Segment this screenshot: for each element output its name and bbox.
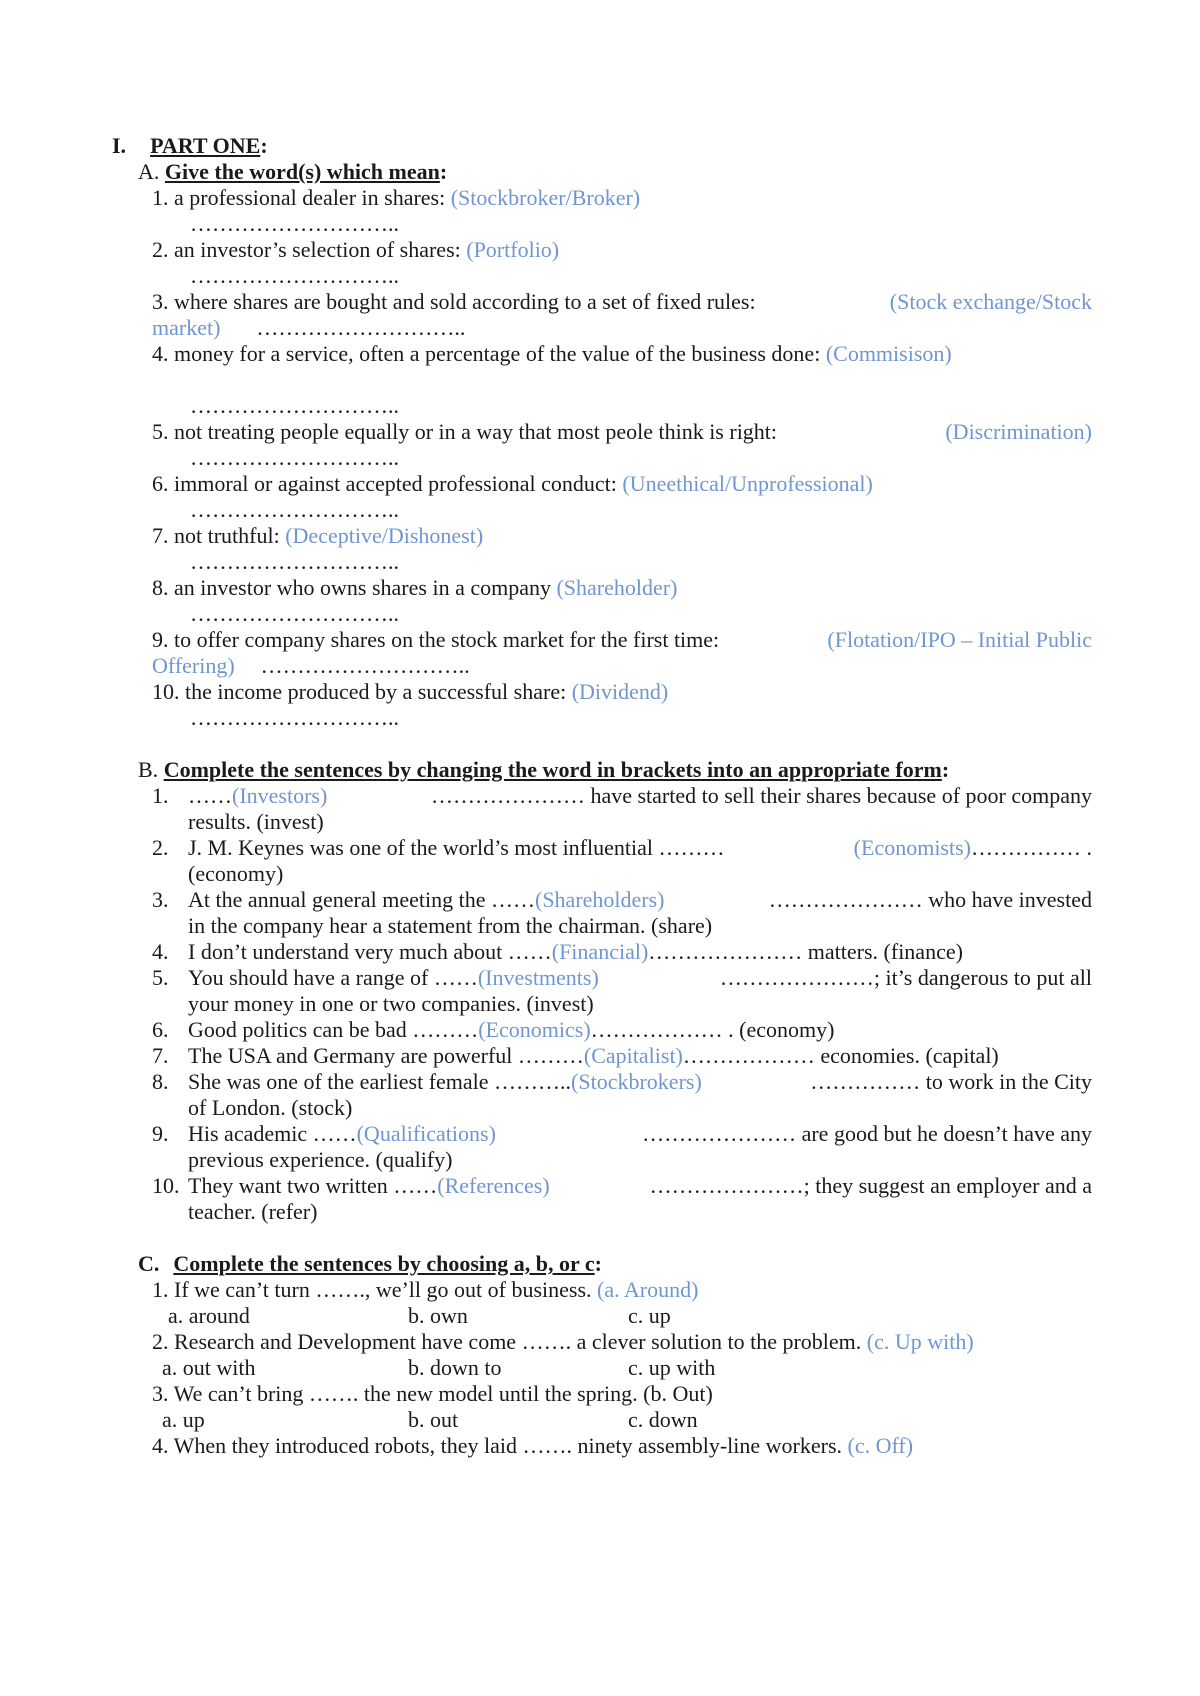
option-a: a. around bbox=[168, 1303, 250, 1328]
answer: (a. Around) bbox=[597, 1277, 699, 1302]
b-item-num: 10. bbox=[152, 1173, 180, 1198]
section-b-letter: B. bbox=[138, 757, 159, 782]
answer-dots: ……………………….. bbox=[190, 705, 399, 730]
answer: (Shareholder) bbox=[556, 575, 678, 600]
section-c-title: Complete the sentences by choosing a, b, or c bbox=[173, 1251, 595, 1276]
answer-dots: ……………………….. bbox=[256, 315, 466, 340]
a-item-9-cont bbox=[152, 652, 470, 680]
b-item-num: 5. bbox=[152, 965, 169, 990]
b-item-6: Good politics can be bad ………(Economics)……………… . (economy) bbox=[188, 1017, 835, 1042]
section-c-heading: C. Complete the sentences by choosing a, b, or c: bbox=[138, 1251, 602, 1276]
section-c-letter: C. bbox=[138, 1251, 160, 1276]
a-item-2: 2. an investor’s selection of shares: (Portfolio) bbox=[152, 237, 560, 262]
b-item-7: The USA and Germany are powerful ………(Capitalist)……………… economies. (capital) bbox=[188, 1043, 999, 1068]
answer: (c. Off) bbox=[847, 1433, 914, 1458]
part-roman: I. bbox=[112, 133, 127, 158]
answer: (b. Out) bbox=[643, 1381, 713, 1406]
c-item-3-options bbox=[0, 1406, 1200, 1434]
option-c: c. up with bbox=[628, 1355, 716, 1380]
b-item-num: 8. bbox=[152, 1069, 169, 1094]
answer: (Dividend) bbox=[571, 679, 669, 704]
answer: (Economics) bbox=[478, 1017, 591, 1042]
answer-dots: ……………………….. bbox=[190, 601, 399, 626]
answer-dots: ……………………….. bbox=[190, 211, 399, 236]
c-item-1: 1. If we can’t turn ……., we’ll go out of business. (a. Around) bbox=[152, 1277, 699, 1302]
answer: (References) bbox=[437, 1173, 550, 1198]
answer-dots: ……………………….. bbox=[190, 263, 399, 288]
answer: (c. Up with) bbox=[866, 1329, 974, 1354]
answer: (Stock exchange/Stock bbox=[889, 289, 1092, 314]
answer: (Flotation/IPO – Initial Public bbox=[827, 627, 1092, 652]
b-item-num: 4. bbox=[152, 939, 169, 964]
answer: (Economists) bbox=[853, 835, 971, 860]
option-a: a. up bbox=[162, 1407, 205, 1432]
b-item-1-cont: results. (invest) bbox=[188, 809, 324, 834]
a-item-10: 10. the income produced by a successful share: (Dividend) bbox=[152, 679, 669, 704]
option-b: b. own bbox=[408, 1303, 468, 1328]
b-item-5: You should have a range of …… (Investments) …………………; it’s dangerous to put all bbox=[188, 965, 1092, 990]
b-item-10: They want two written …… (References) …………………; they suggest an employer and a bbox=[188, 1173, 1092, 1198]
answer: (Qualifications) bbox=[356, 1121, 496, 1146]
a-item-3: 3. where shares are bought and sold according to a set of fixed rules: (Stock exchange/Stock bbox=[152, 289, 1092, 314]
answer-dots: ……………………….. bbox=[190, 497, 399, 522]
answer-dots: ……………………….. bbox=[190, 549, 399, 574]
a-item-7: 7. not truthful: (Deceptive/Dishonest) bbox=[152, 523, 484, 548]
section-a-letter: A. bbox=[138, 159, 160, 184]
a-item-4: 4. money for a service, often a percentage of the value of the business done: (Commisison) bbox=[152, 341, 952, 366]
a-item-8: 8. an investor who owns shares in a company (Shareholder) bbox=[152, 575, 678, 600]
section-a-title: Give the word(s) which mean bbox=[164, 159, 440, 184]
option-a: a. out with bbox=[162, 1355, 256, 1380]
a-item-1: 1. a professional dealer in shares: (Stockbroker/Broker) bbox=[152, 185, 641, 210]
answer: (Investments) bbox=[477, 965, 599, 990]
answer: (Portfolio) bbox=[466, 237, 560, 262]
b-item-3-cont: in the company hear a statement from the chairman. (share) bbox=[188, 913, 713, 938]
section-a-heading: A. Give the word(s) which mean: bbox=[138, 159, 448, 184]
c-item-2: 2. Research and Development have come ……. a clever solution to the problem. (c. Up with) bbox=[152, 1329, 974, 1354]
b-item-2: J. M. Keynes was one of the world’s most influential ……… (Economists) …………… . bbox=[188, 835, 1092, 860]
section-b-heading: B. Complete the sentences by changing the word in brackets into an appropriate form: bbox=[138, 757, 950, 782]
answer: (Stockbrokers) bbox=[571, 1069, 702, 1094]
a-item-9: 9. to offer company shares on the stock market for the first time: (Flotation/IPO – Initial Public bbox=[152, 627, 1092, 652]
answer: (Discrimination) bbox=[945, 419, 1092, 444]
option-b: b. out bbox=[408, 1407, 459, 1432]
b-item-num: 3. bbox=[152, 887, 169, 912]
answer: (Commisison) bbox=[825, 341, 952, 366]
part-colon: : bbox=[260, 133, 268, 158]
answer: (Shareholders) bbox=[535, 887, 665, 912]
b-item-3: At the annual general meeting the …… (Shareholders) ………………… who have invested bbox=[188, 887, 1092, 912]
b-item-num: 6. bbox=[152, 1017, 169, 1042]
b-item-4: I don’t understand very much about ……(Financial)………………… matters. (finance) bbox=[188, 939, 963, 964]
a-item-6: 6. immoral or against accepted professional conduct: (Uneethical/Unprofessional) bbox=[152, 471, 873, 496]
b-item-1: …… (Investors) ………………… have started to sell their shares because of poor company bbox=[188, 783, 1092, 808]
a-item-5: 5. not treating people equally or in a way that most peole think is right: (Discrimination) bbox=[152, 419, 1092, 444]
b-item-9-cont: previous experience. (qualify) bbox=[188, 1147, 453, 1172]
section-b-title: Complete the sentences by changing the word in brackets into an appropriate form bbox=[163, 757, 942, 782]
b-item-10-cont: teacher. (refer) bbox=[188, 1199, 318, 1224]
c-item-2-options bbox=[0, 1354, 1200, 1382]
answer: (Capitalist) bbox=[583, 1043, 683, 1068]
b-item-2-cont: (economy) bbox=[188, 861, 284, 886]
answer: (Stockbroker/Broker) bbox=[450, 185, 641, 210]
answer-dots: ……………………….. bbox=[190, 445, 399, 470]
b-item-8: She was one of the earliest female ……….. (Stockbrokers) …………… to work in the City bbox=[188, 1069, 1092, 1094]
part-title bbox=[112, 132, 268, 160]
b-item-num: 9. bbox=[152, 1121, 169, 1146]
b-item-num: 2. bbox=[152, 835, 169, 860]
answer: (Investors) bbox=[232, 783, 328, 808]
answer: (Financial) bbox=[551, 939, 649, 964]
c-item-3: 3. We can’t bring ……. the new model until the spring. (b. Out) bbox=[152, 1381, 713, 1406]
a-item-3-cont bbox=[152, 314, 465, 342]
b-item-5-cont: your money in one or two companies. (invest) bbox=[188, 991, 594, 1016]
c-item-4: 4. When they introduced robots, they laid ……. ninety assembly-line workers. (c. Off) bbox=[152, 1433, 914, 1458]
answer: (Deceptive/Dishonest) bbox=[285, 523, 484, 548]
b-item-9: His academic …… (Qualifications) ………………… are good but he doesn’t have any bbox=[188, 1121, 1092, 1146]
b-item-num: 1. bbox=[152, 783, 169, 808]
option-c: c. up bbox=[628, 1303, 671, 1328]
b-item-8-cont: of London. (stock) bbox=[188, 1095, 353, 1120]
b-item-num: 7. bbox=[152, 1043, 169, 1068]
option-c: c. down bbox=[628, 1407, 698, 1432]
answer-dots: ……………………….. bbox=[190, 393, 399, 418]
part-label: PART ONE bbox=[150, 133, 261, 158]
c-item-1-options bbox=[0, 1302, 1200, 1330]
answer-dots: ……………………….. bbox=[260, 653, 470, 678]
option-b: b. down to bbox=[408, 1355, 502, 1380]
answer: (Uneethical/Unprofessional) bbox=[622, 471, 873, 496]
answer: market) bbox=[152, 315, 221, 340]
answer: Offering) bbox=[152, 653, 235, 678]
